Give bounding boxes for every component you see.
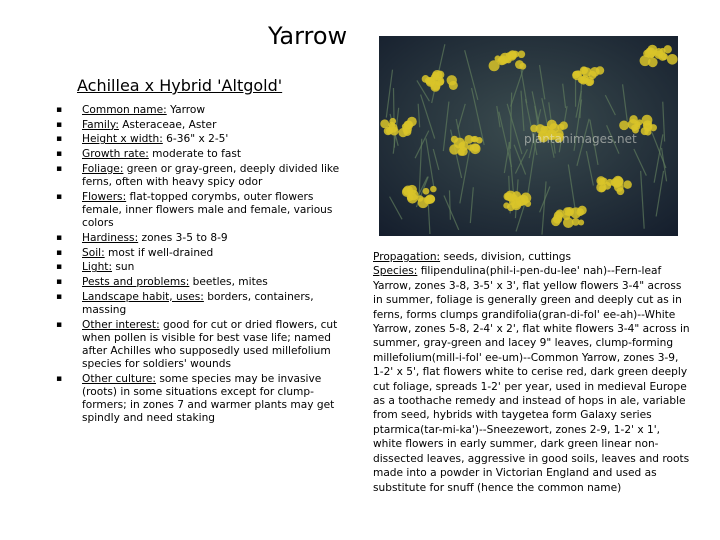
bullet-icon: ▪ bbox=[56, 105, 63, 115]
fact-text: moderate to fast bbox=[148, 148, 242, 161]
bullet-icon: ▪ bbox=[56, 373, 63, 384]
bullet-icon: ▪ bbox=[56, 149, 63, 160]
bullet-icon: ▪ bbox=[56, 247, 63, 258]
fact-text: Yarrow bbox=[166, 104, 206, 116]
fact-label: Common name: bbox=[82, 104, 167, 116]
fact-item bbox=[56, 247, 346, 260]
fact-label: Other interest: bbox=[82, 318, 160, 331]
fact-item bbox=[56, 373, 346, 426]
fact-label: Flowers: bbox=[82, 190, 127, 203]
fact-text: zones 3-5 to 8-9 bbox=[138, 231, 228, 244]
fact-item bbox=[56, 119, 346, 132]
image-watermark: plantanimages.net bbox=[524, 132, 637, 146]
fact-label: Other culture: bbox=[82, 372, 157, 385]
fact-text: good for cut or dried flowers, cut when pollen is visible for best vase life; named after Achilles who supposedly used millefolium species for soldiers' wounds bbox=[82, 318, 338, 371]
bullet-icon: ▪ bbox=[56, 276, 63, 287]
fact-text: sun bbox=[112, 261, 135, 274]
propagation-label: Propagation: bbox=[373, 251, 441, 263]
species-label: Species: bbox=[373, 265, 418, 278]
fact-item bbox=[56, 104, 346, 117]
fact-label: Growth rate: bbox=[82, 148, 149, 161]
fact-label: Light: bbox=[82, 261, 113, 274]
fact-text: Asteraceae, Aster bbox=[118, 118, 217, 131]
fact-label: Hardiness: bbox=[82, 231, 139, 244]
bullet-icon: ▪ bbox=[56, 319, 63, 330]
fact-item bbox=[56, 163, 346, 189]
bullet-icon: ▪ bbox=[56, 232, 63, 243]
bullet-icon: ▪ bbox=[56, 262, 63, 273]
bullet-icon: ▪ bbox=[56, 291, 63, 302]
fact-text: some species may be invasive (roots) in some situations except for clump-formers; in zones 7 and warmer plants may get spindly and need staking bbox=[82, 372, 335, 425]
fact-item bbox=[56, 148, 346, 161]
fact-text: flat-topped corymbs, outer flowers female, inner flowers male and female, various colors bbox=[82, 190, 333, 230]
fact-label: Landscape habit, uses: bbox=[82, 290, 204, 303]
propagation-species-notes bbox=[373, 250, 691, 495]
bullet-icon: ▪ bbox=[56, 163, 63, 174]
fact-label: Family: bbox=[82, 118, 119, 131]
fact-label: Foliage: bbox=[82, 162, 124, 175]
fact-text: borders, containers, massing bbox=[82, 290, 314, 316]
bullet-icon: ▪ bbox=[56, 134, 63, 145]
fact-item bbox=[56, 133, 346, 146]
plant-photo bbox=[379, 36, 678, 236]
flower-cluster bbox=[449, 135, 482, 156]
plant-scientific-name: Achillea x Hybrid 'Altgold' bbox=[77, 76, 283, 95]
fact-label: Soil: bbox=[82, 246, 105, 259]
slide-title: Yarrow bbox=[268, 22, 348, 50]
fact-label: Height x width: bbox=[82, 133, 163, 146]
fact-text: beetles, mites bbox=[189, 275, 268, 288]
fact-item bbox=[56, 276, 346, 289]
bullet-icon: ▪ bbox=[56, 191, 63, 202]
fact-label: Pests and problems: bbox=[82, 275, 190, 288]
plant-facts-list bbox=[56, 104, 346, 427]
fact-item bbox=[56, 319, 346, 372]
fact-item bbox=[56, 261, 346, 274]
fact-item bbox=[56, 232, 346, 245]
fact-text: 6-36" x 2-5' bbox=[162, 133, 229, 146]
species-text: filipendulina(phil-i-pen-du-lee' nah)--Fern-leaf Yarrow, zones 3-8, 3-5' x 3', flat yellow flowers 3-4" across in summer, foliage is generally green and deeply cut as in ferns, forms clumps grandifolia(gran-di-fol' ee-ah)--White Yarrow, zones 5-8, 2-4' x 2', flat white flowers 3-4" across in summer, gray-green and lacey 9" leaves, clump-forming millefolium(mill-i-fol' ee-um)--Common Yarrow, zones 3-9, 1-2' x 5', flat flowers white to cerise red, dark green deeply cut foliage, spreads 1-2' per year, used in medieval Europe as a toothache remedy and instead of hops in ale, variable from seed, hybrids with taygetea form Galaxy series ptarmica(tar-mi-ka')--Sneezewort, zones 2-9, 1-2' x 1', white flowers in early summer, dark green linear non-dissected leaves, aggressive in good soils, leaves and roots made into a powder in Victorian England and used as substitute for snuff (hence the common name) bbox=[373, 265, 690, 494]
propagation-text: seeds, division, cuttings bbox=[440, 251, 572, 263]
bullet-icon: ▪ bbox=[56, 119, 63, 130]
fact-text: most if well-drained bbox=[104, 246, 214, 259]
fact-item bbox=[56, 191, 346, 231]
notes-paragraph bbox=[373, 250, 691, 495]
fact-item bbox=[56, 291, 346, 317]
fact-text: green or gray-green, deeply divided like ferns, often with heavy spicy odor bbox=[82, 162, 340, 189]
